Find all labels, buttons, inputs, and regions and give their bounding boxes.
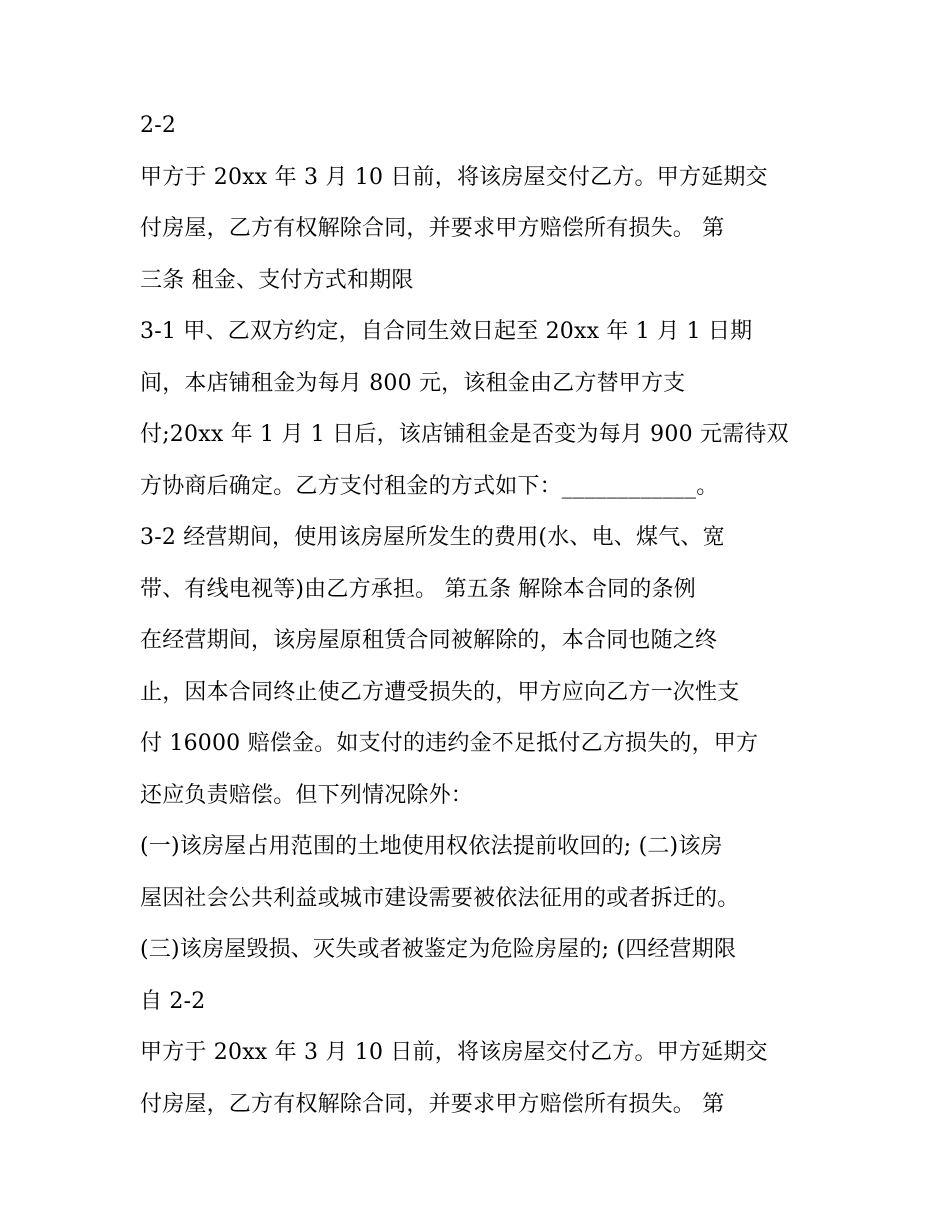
text-line: 付房屋，乙方有权解除合同，并要求甲方赔偿所有损失。 第 [140,1091,725,1117]
text-line: 3-2 经营期间，使用该房屋所发生的费用(水、电、煤气、宽 [140,525,725,550]
text-line: 还应负责赔偿。但下列情况除外： [140,782,474,808]
text-line: 付房屋，乙方有权解除合同，并要求甲方赔偿所有损失。 第 [140,216,725,241]
text-line: 带、有线电视等)由乙方承担。 第五条 解除本合同的条例 [140,576,696,602]
text-line: 间，本店铺租金为每月 800 元，该租金由乙方替甲方支 [140,370,686,396]
text-line: 甲方于 20xx 年 3 月 10 日前，将该房屋交付乙方。甲方延期交 [140,164,768,190]
text-line: 止，因本合同终止使乙方遭受损失的，甲方应向乙方一次性支 [140,679,740,705]
text-line: 屋因社会公共利益或城市建设需要被依法征用的或者拆迁的。 [140,885,740,911]
text-line: 付;20xx 年 1 月 1 日后，该店铺租金是否变为每月 900 元需待双 [140,422,789,447]
text-line: 三条 租金、支付方式和期限 [140,267,414,293]
text-line: 自 2-2 [140,988,206,1014]
text-line: 3-1 甲、乙双方约定，自合同生效日起至 20xx 年 1 月 1 日期 [140,319,753,344]
text-line: 付 16000 赔偿金。如支付的违约金不足抵付乙方损失的，甲方 [140,731,759,756]
text-line: 方协商后确定。乙方支付租金的方式如下：____________。 [140,473,719,499]
text-line: 甲方于 20xx 年 3 月 10 日前，将该房屋交付乙方。甲方延期交 [140,1040,768,1065]
text-line: (一)该房屋占用范围的土地使用权依法提前收回的; (二)该房 [140,834,723,859]
text-line: (三)该房屋毁损、灭失或者被鉴定为危险房屋的; (四经营期限 [140,937,737,962]
document-page [140,107,820,1137]
text-line: 在经营期间，该房屋原租赁合同被解除的，本合同也随之终 [140,628,718,653]
text-line: 2-2 [140,113,177,138]
